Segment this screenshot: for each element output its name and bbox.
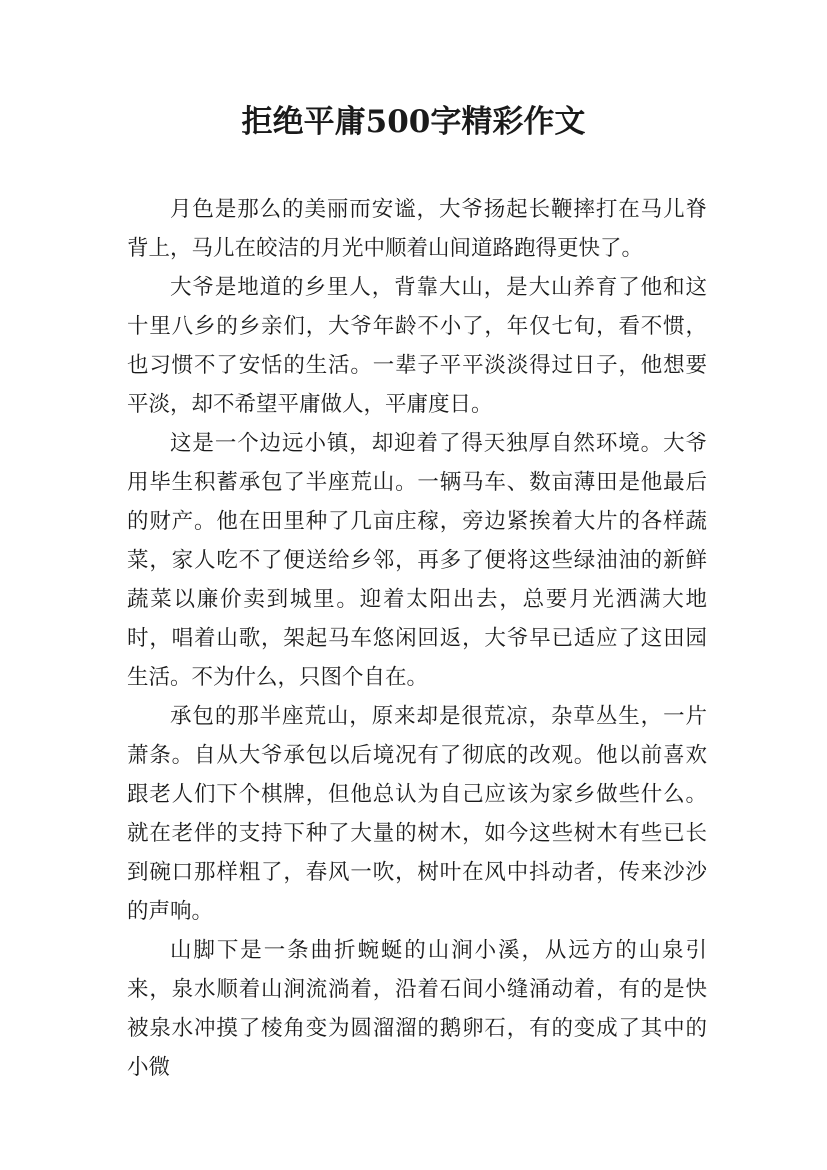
paragraph-4: 承包的那半座荒山，原来却是很荒凉，杂草丛生，一片萧条。自从大爷承包以后境况有了彻底的改观。他以前喜欢跟老人们下个棋牌，但他总认为自己应该为家乡做些什么。就在老伴的支持下种了大量的树木，如今这些树木有些已长到碗口那样粗了，春风一吹，树叶在风中抖动者，传来沙沙的声响。	[127, 704, 707, 924]
document-title: 拒绝平庸500字精彩作文	[241, 104, 586, 140]
paragraph-3: 这是一个边远小镇，却迎着了得天独厚自然环境。大爷用毕生积蓄承包了半座荒山。一辆马车、数亩薄田是他最后的财产。他在田里种了几亩庄稼，旁边紧挨着大片的各样蔬菜，家人吃不了便送给乡邻，再多了便将这些绿油油的新鲜蔬菜以廉价卖到城里。迎着太阳出去，总要月光洒满大地时，唱着山歌，架起马车悠闲回返，大爷早已适应了这田园生活。不为什么，只图个自在。	[127, 431, 707, 690]
paragraph-5: 山脚下是一条曲折蜿蜒的山涧小溪，从远方的山泉引来，泉水顺着山涧流淌着，沿着石间小缝涌动着，有的是快被泉水冲摸了棱角变为圆溜溜的鹅卵石，有的变成了其中的小微	[127, 938, 707, 1080]
paragraph-2: 大爷是地道的乡里人，背靠大山，是大山养育了他和这十里八乡的乡亲们，大爷年龄不小了，年仅七旬，看不惯，也习惯不了安恬的生活。一辈子平平淡淡得过日子，他想要平淡，却不希望平庸做人，平庸度日。	[127, 275, 707, 417]
paragraph-1: 月色是那么的美丽而安谧，大爷扬起长鞭摔打在马儿脊背上，马儿在皎洁的月光中顺着山间道路跑得更快了。	[127, 197, 707, 261]
document-body	[127, 190, 707, 1087]
